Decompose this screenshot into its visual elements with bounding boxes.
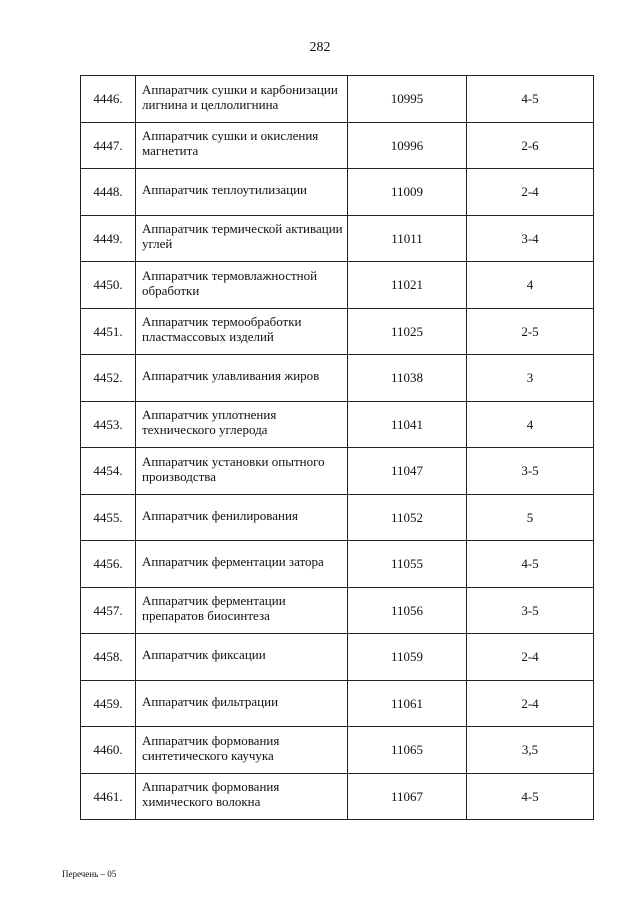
row-number: 4459. [81,680,136,727]
occupation-code: 11041 [348,401,467,448]
occupation-code: 11025 [348,308,467,355]
occupation-code: 11011 [348,215,467,262]
grade-range: 2-4 [467,169,594,216]
occupation-code: 11052 [348,494,467,541]
occupation-code: 10995 [348,76,467,123]
occupation-name-text: Аппаратчик уплотнения технического углерода [142,407,277,438]
grade-range: 2-4 [467,680,594,727]
table-row [81,122,594,169]
table-row [81,401,594,448]
table-row [81,680,594,727]
grade-range: 4 [467,401,594,448]
occupation-name [136,308,348,355]
occupation-name-text: Аппаратчик ферментации затора [142,554,324,570]
table-row [81,773,594,820]
occupation-name [136,76,348,123]
occupation-name-text: Аппаратчик фенилирования [142,507,298,523]
occupation-code: 11009 [348,169,467,216]
occupation-code: 11021 [348,262,467,309]
row-number: 4451. [81,308,136,355]
grade-range: 4-5 [467,76,594,123]
grade-range: 4-5 [467,541,594,588]
row-number: 4458. [81,634,136,681]
table-row [81,169,594,216]
occupation-name [136,122,348,169]
occupation-code: 11065 [348,727,467,774]
row-number: 4452. [81,355,136,402]
occupation-name-text: Аппаратчик термовлажностной обработки [142,267,318,298]
occupation-name-text: Аппаратчик фильтрации [142,693,279,709]
grade-range: 5 [467,494,594,541]
row-number: 4447. [81,122,136,169]
row-number: 4460. [81,727,136,774]
occupation-name [136,587,348,634]
table-row [81,448,594,495]
occupation-code: 11055 [348,541,467,588]
row-number: 4449. [81,215,136,262]
occupation-code: 11047 [348,448,467,495]
occupation-code: 11061 [348,680,467,727]
occupation-name [136,401,348,448]
occupation-name [136,215,348,262]
table-row [81,215,594,262]
grade-range: 2-6 [467,122,594,169]
row-number: 4456. [81,541,136,588]
occupation-name [136,448,348,495]
occupation-name-text: Аппаратчик формования синтетического каучука [142,732,280,763]
occupation-name-text: Аппаратчик термообработки пластмассовых изделий [142,314,302,345]
row-number: 4454. [81,448,136,495]
occupation-name-text: Аппаратчик улавливания жиров [142,368,320,384]
table-row [81,262,594,309]
occupation-code: 11067 [348,773,467,820]
grade-range: 3,5 [467,727,594,774]
grade-range: 2-5 [467,308,594,355]
table-row [81,76,594,123]
table-row [81,727,594,774]
occupation-name-text: Аппаратчик ферментации препаратов биосинтеза [142,593,286,624]
occupation-name-text: Аппаратчик фиксации [142,647,266,663]
table-row [81,634,594,681]
occupation-name [136,541,348,588]
grade-range: 3-5 [467,587,594,634]
page-footer: Перечень – 05 [62,869,117,879]
occupation-name [136,494,348,541]
grade-range: 2-4 [467,634,594,681]
grade-range: 4 [467,262,594,309]
row-number: 4448. [81,169,136,216]
table-row [81,541,594,588]
row-number: 4461. [81,773,136,820]
row-number: 4450. [81,262,136,309]
row-number: 4446. [81,76,136,123]
occupation-name [136,680,348,727]
occupation-code: 11056 [348,587,467,634]
grade-range: 3-4 [467,215,594,262]
page-number: 282 [309,40,331,55]
table-row [81,587,594,634]
occupation-name-text: Аппаратчик сушки и карбонизации лигнина и целлолигнина [142,81,338,112]
occupation-name [136,355,348,402]
table-row [81,355,594,402]
occupation-code: 11038 [348,355,467,402]
table-row [81,308,594,355]
occupation-code: 11059 [348,634,467,681]
occupation-name [136,262,348,309]
occupation-name-text: Аппаратчик формования химического волокна [142,779,280,810]
table-row [81,494,594,541]
row-number: 4453. [81,401,136,448]
occupation-name [136,727,348,774]
occupation-name [136,634,348,681]
grade-range: 3-5 [467,448,594,495]
occupation-code: 10996 [348,122,467,169]
occupation-name [136,169,348,216]
occupation-name-text: Аппаратчик термической активации углей [142,221,343,252]
occupations-table [80,75,594,820]
grade-range: 4-5 [467,773,594,820]
row-number: 4457. [81,587,136,634]
grade-range: 3 [467,355,594,402]
occupation-name-text: Аппаратчик установки опытного производства [142,453,325,484]
occupation-name-text: Аппаратчик сушки и окисления магнетита [142,128,319,159]
row-number: 4455. [81,494,136,541]
occupation-name [136,773,348,820]
occupation-name-text: Аппаратчик теплоутилизации [142,182,308,198]
